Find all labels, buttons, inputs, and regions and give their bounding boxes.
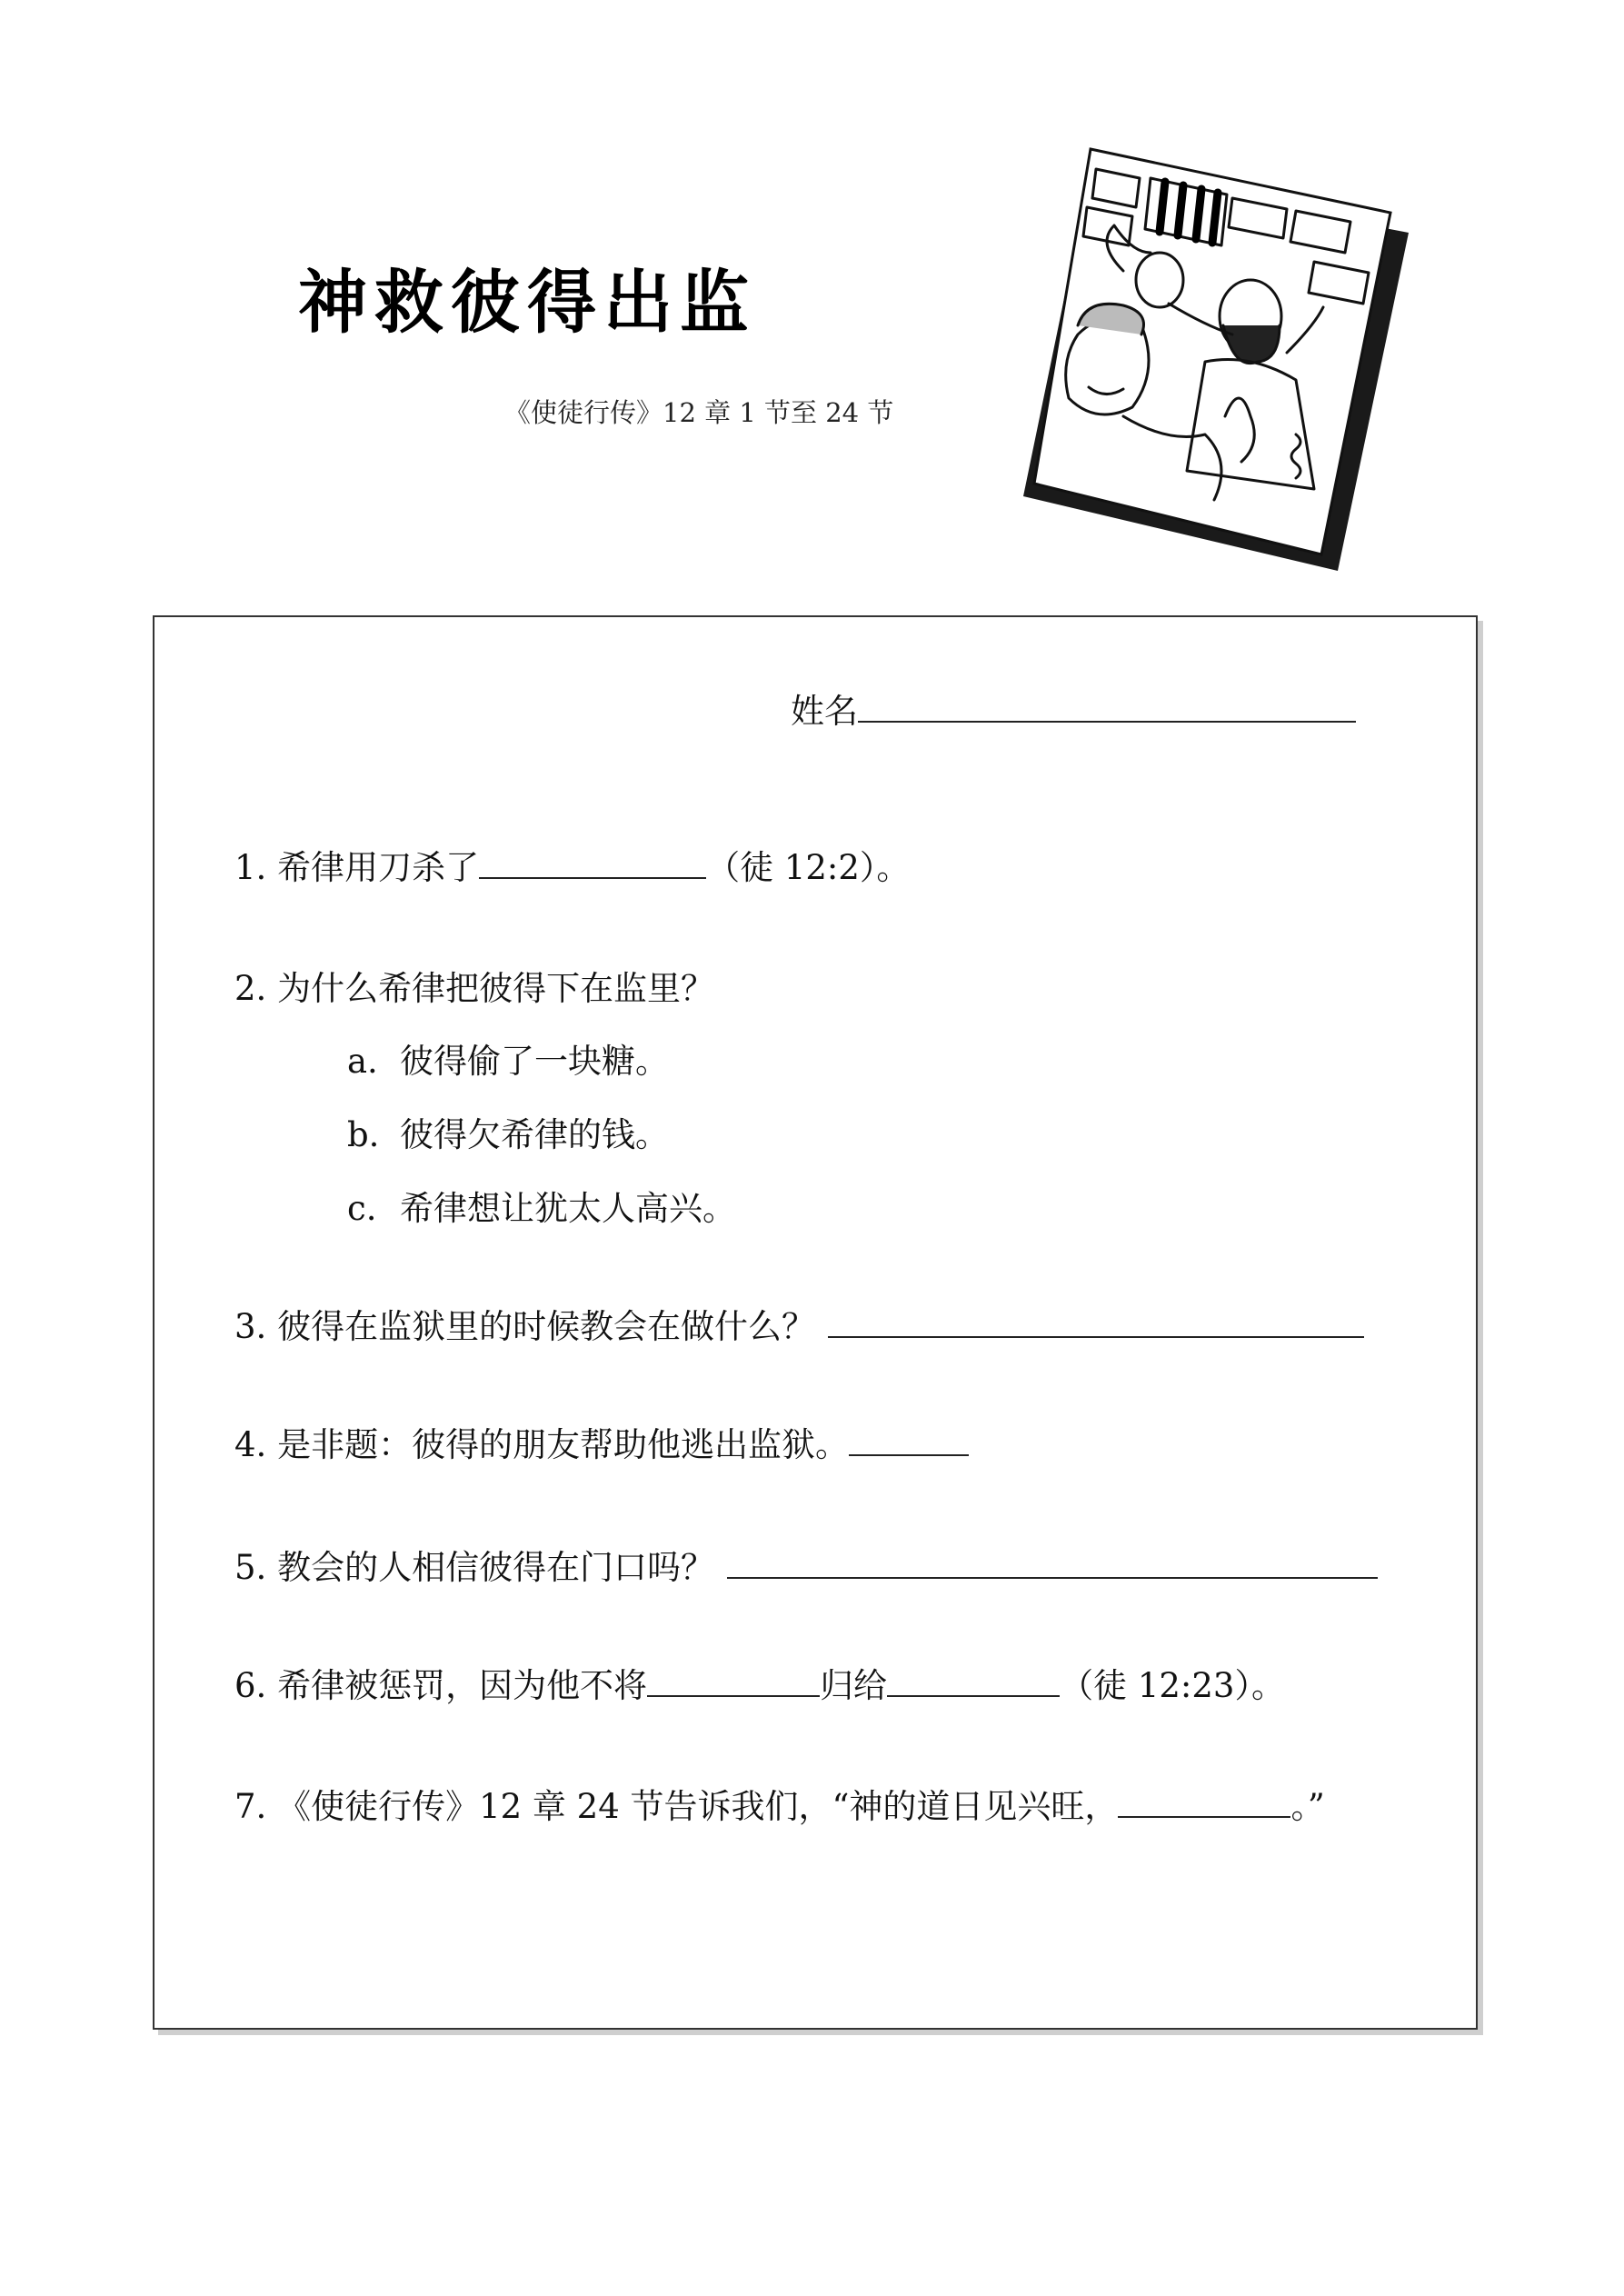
question-2-option-b[interactable] [347, 1113, 669, 1157]
question-5 [234, 1544, 1378, 1590]
question-5-blank[interactable] [727, 1544, 1378, 1579]
question-1-ref: （徒 12:2）。 [706, 848, 911, 887]
scripture-reference: 《使徒行传》12 章 1 节至 24 节 [504, 397, 894, 428]
question-6-middle: 归给 [820, 1666, 888, 1705]
question-7-text: 7. 《使徒行传》12 章 24 节告诉我们，“神的道日见兴旺， [234, 1787, 1119, 1826]
window-bar [1212, 193, 1218, 243]
option-letter: b. [347, 1115, 380, 1154]
option-text: 彼得欠希律的钱。 [400, 1115, 669, 1154]
page-title: 神救彼得出监 [298, 262, 756, 343]
window-bar [1196, 189, 1201, 239]
name-blank[interactable] [858, 688, 1356, 723]
question-2 [234, 967, 714, 1011]
question-6-text: 6. 希律被惩罚，因为他不将 [234, 1666, 648, 1705]
question-7-end: 。” [1290, 1787, 1325, 1826]
option-letter: a. [347, 1042, 378, 1081]
question-4 [234, 1422, 969, 1467]
question-1-text: 1. 希律用刀杀了 [234, 848, 480, 887]
question-2-option-c[interactable] [347, 1187, 736, 1231]
question-3-blank[interactable] [828, 1303, 1364, 1338]
question-6-ref: （徒 12:23）。 [1060, 1666, 1285, 1705]
question-1 [234, 844, 910, 890]
name-label: 姓名 [791, 692, 858, 731]
window-bar [1160, 182, 1165, 232]
question-6-blank-2[interactable] [887, 1662, 1060, 1697]
question-7-blank[interactable] [1118, 1783, 1290, 1818]
question-2-option-a[interactable] [347, 1040, 669, 1083]
question-6 [234, 1662, 1285, 1708]
question-1-blank[interactable] [479, 844, 706, 879]
option-text: 彼得偷了一块糖。 [400, 1042, 669, 1081]
question-5-text: 5. 教会的人相信彼得在门口吗？ [234, 1548, 715, 1587]
question-2-text: 2. 为什么希律把彼得下在监里？ [234, 969, 715, 1008]
name-row [791, 688, 1356, 734]
question-3 [234, 1303, 1364, 1349]
prison-scene-icon [1023, 144, 1409, 571]
option-text: 希律想让犹太人高兴。 [400, 1189, 736, 1228]
worksheet-box [153, 615, 1478, 2030]
question-4-blank[interactable] [849, 1422, 969, 1456]
question-6-blank-1[interactable] [647, 1662, 820, 1697]
question-7 [234, 1783, 1325, 1829]
option-letter: c. [347, 1189, 377, 1228]
window-bar [1178, 185, 1183, 235]
question-3-text: 3. 彼得在监狱里的时候教会在做什么？ [234, 1307, 816, 1346]
question-4-text: 4. 是非题：彼得的朋友帮助他逃出监狱。 [234, 1425, 850, 1464]
